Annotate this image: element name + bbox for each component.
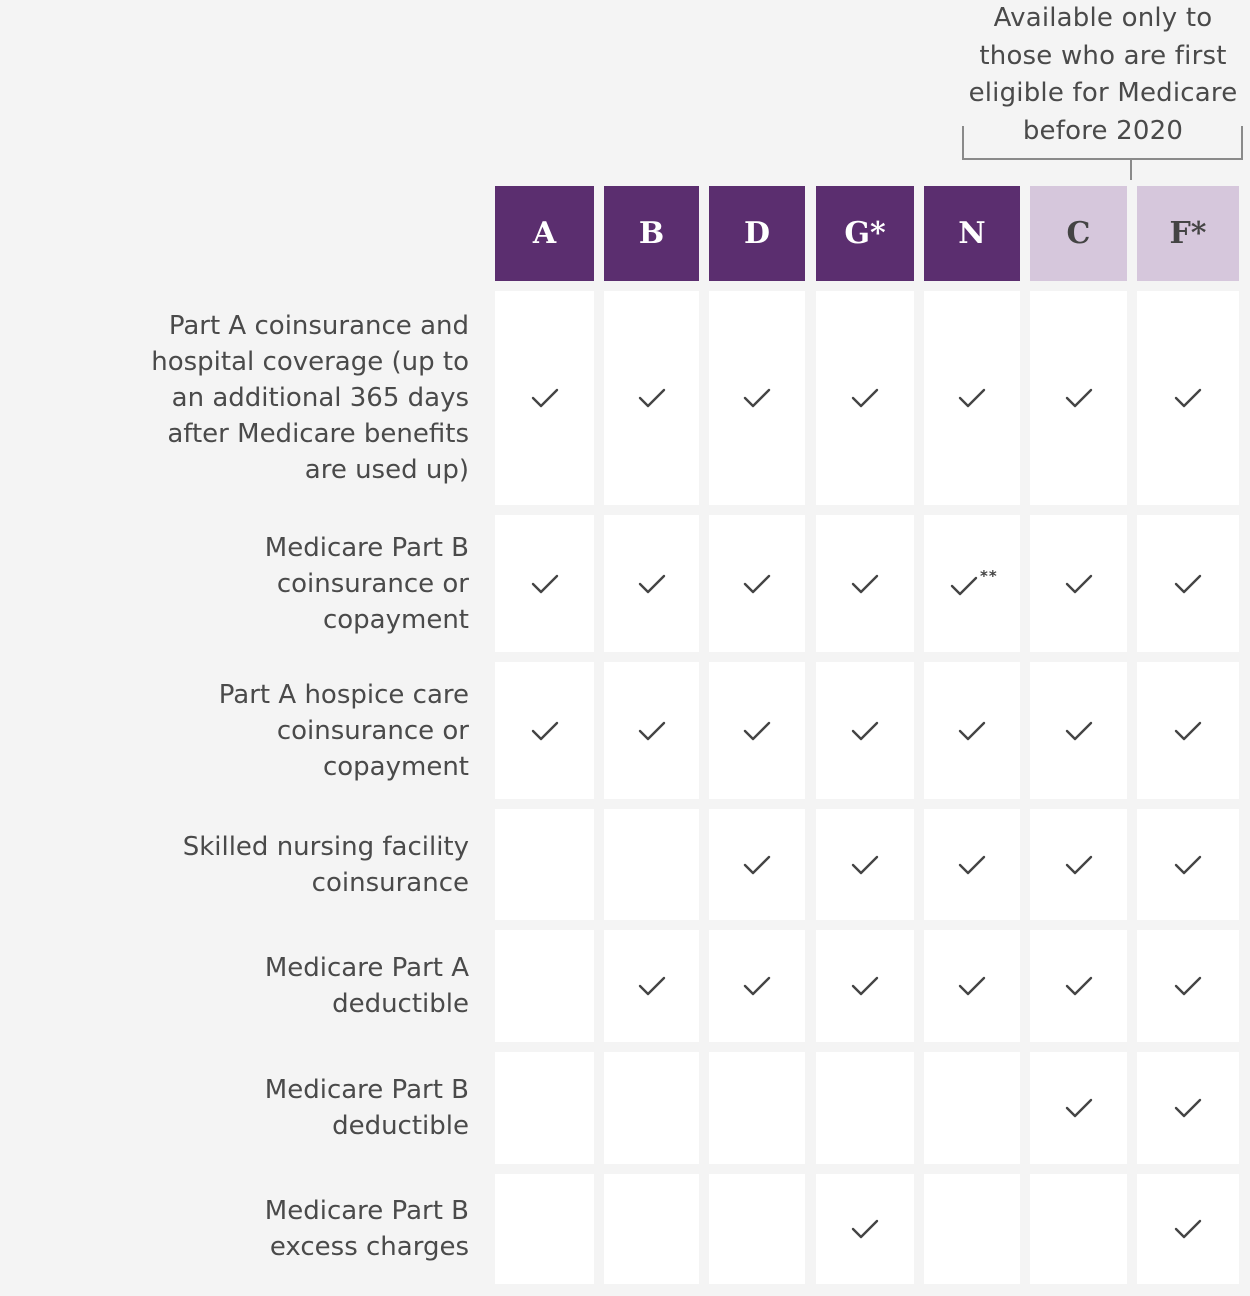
checkmark-icon: [743, 573, 771, 595]
benefit-label-line: hospital coverage (up to: [151, 347, 469, 377]
checkmark-icon: [743, 387, 771, 409]
coverage-cell: [604, 515, 699, 652]
coverage-cell: [604, 291, 699, 505]
checkmark-icon: [1174, 1097, 1202, 1119]
checkmark-icon: [1174, 854, 1202, 876]
checkmark-icon: [638, 975, 666, 997]
checkmark-icon: [743, 720, 771, 742]
checkmark-icon: [1065, 1097, 1093, 1119]
coverage-cell: [924, 662, 1020, 799]
checkmark-icon: [743, 854, 771, 876]
eligibility-note-line: Available only to: [993, 3, 1213, 33]
coverage-cell: [709, 662, 805, 799]
coverage-cell: [709, 291, 805, 505]
coverage-cell: [495, 662, 594, 799]
benefit-label: [100, 662, 469, 799]
coverage-cell: [1137, 930, 1239, 1042]
benefit-label-line: Medicare Part B: [264, 532, 469, 563]
checkmark-icon: [1065, 854, 1093, 876]
coverage-cell: [1030, 291, 1127, 505]
coverage-cell: [604, 809, 699, 920]
coverage-cell: [604, 1174, 699, 1284]
coverage-cell: [924, 809, 1020, 920]
coverage-cell: [495, 515, 594, 652]
benefit-label-line: Skilled nursing facility: [182, 831, 469, 862]
benefit-label-line: coinsurance or: [276, 568, 469, 599]
checkmark-icon: [958, 854, 986, 876]
benefit-label-text: [151, 308, 469, 488]
checkmark-icon: [531, 573, 559, 595]
eligibility-bracket: [962, 126, 1243, 160]
plan-header-d: D: [709, 186, 805, 281]
checkmark-icon: [531, 720, 559, 742]
checkmark-icon: [1065, 387, 1093, 409]
coverage-cell: [1030, 515, 1127, 652]
coverage-cell: [495, 1174, 594, 1284]
coverage-cell: [816, 930, 914, 1042]
benefit-label: [100, 1174, 469, 1284]
coverage-cell: [1030, 809, 1127, 920]
coverage-cell: [924, 1174, 1020, 1284]
checkmark-icon: [638, 573, 666, 595]
benefit-label-line: copayment: [322, 604, 469, 635]
benefit-label-line: copayment: [322, 751, 469, 782]
checkmark-icon: [1174, 975, 1202, 997]
benefit-label-text: [265, 1072, 469, 1144]
coverage-cell: [1030, 662, 1127, 799]
benefit-label: [100, 930, 469, 1042]
coverage-cell: [1137, 809, 1239, 920]
checkmark-icon: [851, 573, 879, 595]
coverage-cell: [709, 930, 805, 1042]
coverage-cell: [709, 515, 805, 652]
checkmark-icon: [851, 854, 879, 876]
checkmark-icon: [958, 720, 986, 742]
plan-header-b: B: [604, 186, 699, 281]
checkmark-icon: [1065, 720, 1093, 742]
coverage-cell: [709, 809, 805, 920]
coverage-cell: [816, 1052, 914, 1164]
checkmark-icon: [638, 720, 666, 742]
checkmark-icon: [851, 975, 879, 997]
benefit-label-line: coinsurance or: [276, 715, 469, 746]
checkmark-icon: [1174, 720, 1202, 742]
coverage-cell: [816, 1174, 914, 1284]
coverage-cell: [924, 930, 1020, 1042]
checkmark-icon: [638, 387, 666, 409]
coverage-cell: [1030, 1052, 1127, 1164]
coverage-cell: [924, 291, 1020, 505]
checkmark-icon: [958, 387, 986, 409]
coverage-cell: [1030, 1174, 1127, 1284]
coverage-cell: [495, 291, 594, 505]
coverage-cell: [816, 809, 914, 920]
benefit-label: [100, 809, 469, 920]
coverage-cell: [495, 1052, 594, 1164]
coverage-cell: [495, 809, 594, 920]
checkmark-icon: [1174, 573, 1202, 595]
coverage-cell: [924, 515, 1020, 652]
coverage-cell: [816, 662, 914, 799]
benefit-label-line: Medicare Part B: [264, 1196, 469, 1226]
benefit-label-line: an additional 365 days: [171, 383, 469, 413]
benefit-label-text: [265, 1193, 469, 1265]
coverage-cell: [604, 930, 699, 1042]
coverage-cell: [1137, 1174, 1239, 1284]
plan-header-g-star: G*: [816, 186, 914, 281]
coverage-cell: [495, 930, 594, 1042]
checkmark-icon: [851, 387, 879, 409]
coverage-cell: [924, 1052, 1020, 1164]
eligibility-bracket-stem: [1130, 160, 1132, 180]
checkmark-icon: [851, 720, 879, 742]
eligibility-note-line: before 2020: [1022, 115, 1184, 146]
footnote-marker: **: [980, 567, 998, 585]
plan-header-a: A: [495, 186, 594, 281]
coverage-cell: [816, 291, 914, 505]
benefit-label-line: Part A coinsurance and: [168, 311, 469, 341]
plan-header-f-star: F*: [1137, 186, 1239, 281]
checkmark-icon: [1174, 387, 1202, 409]
plan-header-n: N: [924, 186, 1020, 281]
benefit-label-line: Medicare Part B: [264, 1075, 469, 1105]
benefit-label-line: after Medicare benefits: [167, 419, 469, 449]
coverage-cell: [1137, 1052, 1239, 1164]
benefit-label-text: [183, 829, 469, 901]
benefit-label-line: deductible: [332, 1111, 469, 1141]
benefit-label-text: [265, 950, 469, 1022]
checkmark-icon: [1174, 1218, 1202, 1240]
checkmark-icon: [743, 975, 771, 997]
checkmark-icon: [950, 575, 978, 597]
eligibility-note-line: eligible for Medicare: [968, 78, 1238, 108]
benefit-label-line: excess charges: [269, 1232, 469, 1262]
coverage-cell: [1137, 291, 1239, 505]
plan-header-c: C: [1030, 186, 1127, 281]
coverage-cell: [1137, 515, 1239, 652]
coverage-cell: [1137, 662, 1239, 799]
checkmark-icon: [1065, 573, 1093, 595]
benefit-label-text: [265, 530, 469, 638]
checkmark-icon: [851, 1218, 879, 1240]
benefit-label-line: Medicare Part A: [264, 953, 469, 983]
coverage-cell: [604, 662, 699, 799]
benefit-label: [100, 291, 469, 505]
eligibility-note-line: those who are first: [979, 40, 1227, 71]
checkmark-icon: [958, 975, 986, 997]
coverage-cell: [709, 1052, 805, 1164]
benefit-label-line: Part A hospice care: [218, 679, 469, 710]
benefit-label-line: are used up): [304, 455, 469, 485]
coverage-cell: [604, 1052, 699, 1164]
coverage-cell: [1030, 930, 1127, 1042]
benefit-label-line: coinsurance: [311, 867, 469, 898]
benefit-label: [100, 1052, 469, 1164]
benefit-label-line: deductible: [332, 989, 469, 1019]
benefit-label-text: [219, 677, 469, 785]
benefit-label: [100, 515, 469, 652]
checkmark-icon: [1065, 975, 1093, 997]
coverage-cell: [709, 1174, 805, 1284]
checkmark-icon: [531, 387, 559, 409]
coverage-cell: [816, 515, 914, 652]
